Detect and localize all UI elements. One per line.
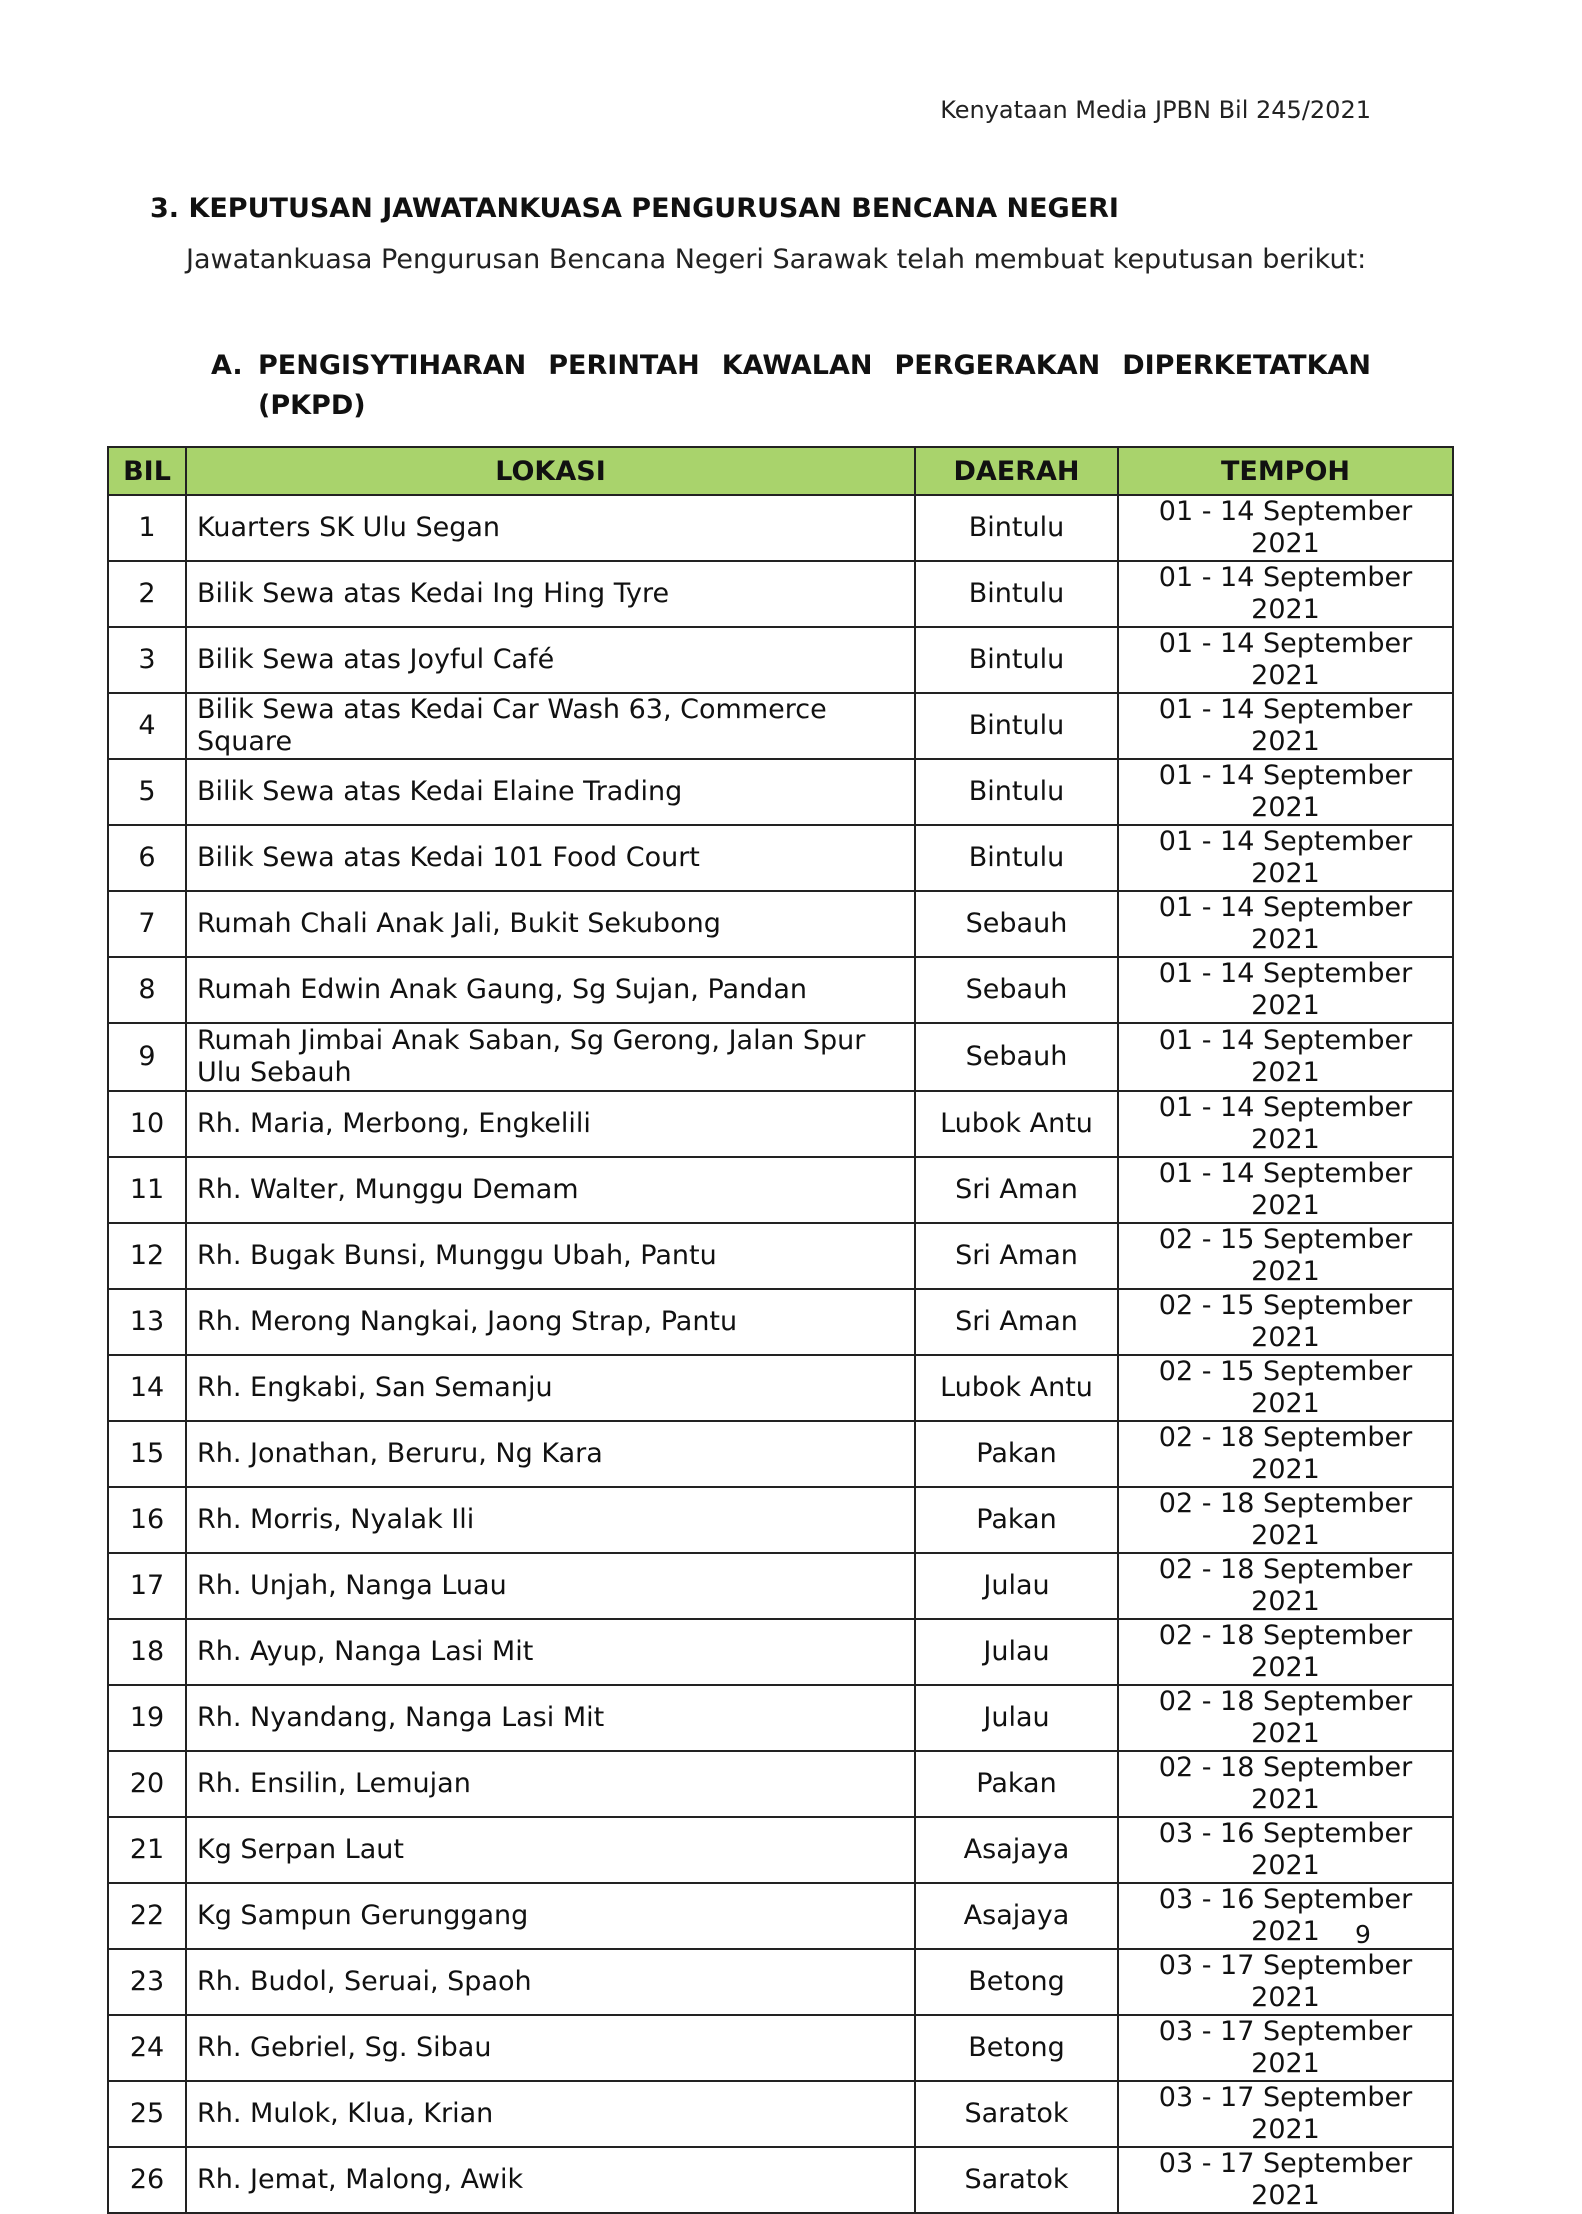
table-body <box>108 495 1453 2213</box>
cell-bil: 6 <box>108 825 186 891</box>
table-row <box>108 2147 1453 2213</box>
cell-lokasi: Rh. Bugak Bunsi, Munggu Ubah, Pantu <box>186 1223 915 1289</box>
cell-daerah: Julau <box>915 1619 1118 1685</box>
cell-bil: 10 <box>108 1091 186 1157</box>
cell-daerah: Julau <box>915 1685 1118 1751</box>
cell-tempoh: 03 - 17 September 2021 <box>1118 2147 1453 2213</box>
cell-daerah: Bintulu <box>915 561 1118 627</box>
cell-lokasi: Bilik Sewa atas Kedai 101 Food Court <box>186 825 915 891</box>
cell-bil: 14 <box>108 1355 186 1421</box>
cell-bil: 16 <box>108 1487 186 1553</box>
cell-bil: 2 <box>108 561 186 627</box>
table-row <box>108 1883 1453 1949</box>
table-row <box>108 627 1453 693</box>
cell-lokasi: Rh. Unjah, Nanga Luau <box>186 1553 915 1619</box>
cell-lokasi: Rh. Nyandang, Nanga Lasi Mit <box>186 1685 915 1751</box>
table-row <box>108 2015 1453 2081</box>
cell-daerah: Bintulu <box>915 825 1118 891</box>
cell-daerah: Saratok <box>915 2081 1118 2147</box>
cell-daerah: Sri Aman <box>915 1157 1118 1223</box>
subsection-heading <box>211 346 1371 426</box>
cell-tempoh: 01 - 14 September 2021 <box>1118 693 1453 759</box>
cell-bil: 8 <box>108 957 186 1023</box>
column-header-lokasi: LOKASI <box>186 447 915 495</box>
cell-daerah: Betong <box>915 1949 1118 2015</box>
cell-daerah: Lubok Antu <box>915 1091 1118 1157</box>
table-row <box>108 1949 1453 2015</box>
cell-tempoh: 02 - 15 September 2021 <box>1118 1223 1453 1289</box>
table-row <box>108 1751 1453 1817</box>
cell-bil: 25 <box>108 2081 186 2147</box>
cell-tempoh: 02 - 15 September 2021 <box>1118 1289 1453 1355</box>
cell-bil: 1 <box>108 495 186 561</box>
cell-bil: 24 <box>108 2015 186 2081</box>
table-row <box>108 759 1453 825</box>
cell-bil: 17 <box>108 1553 186 1619</box>
table-row <box>108 693 1453 759</box>
table-row <box>108 891 1453 957</box>
cell-lokasi: Rh. Budol, Seruai, Spaoh <box>186 1949 915 2015</box>
table-row <box>108 1023 1453 1091</box>
cell-daerah: Sri Aman <box>915 1223 1118 1289</box>
subsection-title <box>258 346 1371 426</box>
cell-lokasi: Bilik Sewa atas Joyful Café <box>186 627 915 693</box>
cell-lokasi: Rumah Jimbai Anak Saban, Sg Gerong, Jalan Spur Ulu Sebauh <box>186 1023 915 1091</box>
table-row <box>108 1157 1453 1223</box>
column-header-bil: BIL <box>108 447 186 495</box>
page-number: 9 <box>1355 1920 1371 1949</box>
cell-tempoh: 01 - 14 September 2021 <box>1118 1023 1453 1091</box>
cell-tempoh: 01 - 14 September 2021 <box>1118 495 1453 561</box>
cell-tempoh: 02 - 18 September 2021 <box>1118 1751 1453 1817</box>
column-header-tempoh: TEMPOH <box>1118 447 1453 495</box>
section-intro: Jawatankuasa Pengurusan Bencana Negeri Sarawak telah membuat keputusan berikut: <box>186 244 1367 275</box>
cell-bil: 18 <box>108 1619 186 1685</box>
table-row <box>108 2081 1453 2147</box>
cell-tempoh: 02 - 15 September 2021 <box>1118 1355 1453 1421</box>
table-row <box>108 1091 1453 1157</box>
cell-tempoh: 03 - 16 September 2021 <box>1118 1883 1453 1949</box>
section-heading: 3. KEPUTUSAN JAWATANKUASA PENGURUSAN BENCANA NEGERI <box>150 193 1119 224</box>
cell-tempoh: 03 - 17 September 2021 <box>1118 2015 1453 2081</box>
table-row <box>108 1355 1453 1421</box>
cell-daerah: Sebauh <box>915 1023 1118 1091</box>
cell-daerah: Pakan <box>915 1487 1118 1553</box>
cell-tempoh: 02 - 18 September 2021 <box>1118 1619 1453 1685</box>
table-row <box>108 1421 1453 1487</box>
table-row <box>108 1289 1453 1355</box>
table-header-row <box>108 447 1453 495</box>
cell-bil: 9 <box>108 1023 186 1091</box>
cell-lokasi: Kg Sampun Gerunggang <box>186 1883 915 1949</box>
cell-lokasi: Bilik Sewa atas Kedai Elaine Trading <box>186 759 915 825</box>
cell-daerah: Sebauh <box>915 891 1118 957</box>
cell-tempoh: 01 - 14 September 2021 <box>1118 891 1453 957</box>
cell-lokasi: Bilik Sewa atas Kedai Car Wash 63, Commerce Square <box>186 693 915 759</box>
cell-lokasi: Kuarters SK Ulu Segan <box>186 495 915 561</box>
column-header-daerah: DAERAH <box>915 447 1118 495</box>
cell-tempoh: 03 - 16 September 2021 <box>1118 1817 1453 1883</box>
cell-lokasi: Rh. Walter, Munggu Demam <box>186 1157 915 1223</box>
cell-lokasi: Kg Serpan Laut <box>186 1817 915 1883</box>
cell-daerah: Pakan <box>915 1751 1118 1817</box>
cell-tempoh: 02 - 18 September 2021 <box>1118 1487 1453 1553</box>
table-row <box>108 1685 1453 1751</box>
table-row <box>108 1553 1453 1619</box>
cell-daerah: Sri Aman <box>915 1289 1118 1355</box>
cell-bil: 7 <box>108 891 186 957</box>
cell-bil: 13 <box>108 1289 186 1355</box>
cell-tempoh: 01 - 14 September 2021 <box>1118 957 1453 1023</box>
cell-lokasi: Rh. Ensilin, Lemujan <box>186 1751 915 1817</box>
cell-daerah: Bintulu <box>915 759 1118 825</box>
table-row <box>108 1223 1453 1289</box>
cell-tempoh: 01 - 14 September 2021 <box>1118 1157 1453 1223</box>
cell-lokasi: Rh. Maria, Merbong, Engkelili <box>186 1091 915 1157</box>
cell-bil: 26 <box>108 2147 186 2213</box>
cell-tempoh: 03 - 17 September 2021 <box>1118 2081 1453 2147</box>
cell-bil: 4 <box>108 693 186 759</box>
subsection-title-line2: (PKPD) <box>258 390 366 421</box>
cell-lokasi: Rh. Jonathan, Beruru, Ng Kara <box>186 1421 915 1487</box>
pkpd-table <box>107 446 1454 2214</box>
cell-lokasi: Rh. Ayup, Nanga Lasi Mit <box>186 1619 915 1685</box>
cell-tempoh: 01 - 14 September 2021 <box>1118 1091 1453 1157</box>
cell-bil: 12 <box>108 1223 186 1289</box>
document-reference: Kenyataan Media JPBN Bil 245/2021 <box>940 96 1371 124</box>
cell-daerah: Asajaya <box>915 1817 1118 1883</box>
cell-tempoh: 01 - 14 September 2021 <box>1118 561 1453 627</box>
table-row <box>108 957 1453 1023</box>
cell-lokasi: Rumah Chali Anak Jali, Bukit Sekubong <box>186 891 915 957</box>
cell-bil: 5 <box>108 759 186 825</box>
cell-tempoh: 02 - 18 September 2021 <box>1118 1685 1453 1751</box>
table-row <box>108 495 1453 561</box>
cell-lokasi: Bilik Sewa atas Kedai Ing Hing Tyre <box>186 561 915 627</box>
cell-daerah: Bintulu <box>915 495 1118 561</box>
cell-tempoh: 03 - 17 September 2021 <box>1118 1949 1453 2015</box>
cell-lokasi: Rh. Engkabi, San Semanju <box>186 1355 915 1421</box>
subsection-title-line1: PENGISYTIHARAN PERINTAH KAWALAN PERGERAKAN DIPERKETATKAN <box>258 350 1371 381</box>
table-row <box>108 1619 1453 1685</box>
cell-daerah: Bintulu <box>915 627 1118 693</box>
cell-bil: 21 <box>108 1817 186 1883</box>
cell-daerah: Julau <box>915 1553 1118 1619</box>
table-row <box>108 561 1453 627</box>
cell-tempoh: 02 - 18 September 2021 <box>1118 1553 1453 1619</box>
cell-daerah: Lubok Antu <box>915 1355 1118 1421</box>
cell-bil: 3 <box>108 627 186 693</box>
cell-lokasi: Rh. Merong Nangkai, Jaong Strap, Pantu <box>186 1289 915 1355</box>
cell-bil: 19 <box>108 1685 186 1751</box>
cell-daerah: Asajaya <box>915 1883 1118 1949</box>
cell-bil: 11 <box>108 1157 186 1223</box>
cell-tempoh: 01 - 14 September 2021 <box>1118 627 1453 693</box>
cell-bil: 23 <box>108 1949 186 2015</box>
subsection-letter: A. <box>211 350 243 381</box>
cell-daerah: Sebauh <box>915 957 1118 1023</box>
table-row <box>108 1817 1453 1883</box>
cell-tempoh: 01 - 14 September 2021 <box>1118 759 1453 825</box>
cell-lokasi: Rh. Gebriel, Sg. Sibau <box>186 2015 915 2081</box>
cell-tempoh: 02 - 18 September 2021 <box>1118 1421 1453 1487</box>
cell-tempoh: 01 - 14 September 2021 <box>1118 825 1453 891</box>
table-row <box>108 1487 1453 1553</box>
cell-daerah: Saratok <box>915 2147 1118 2213</box>
cell-bil: 20 <box>108 1751 186 1817</box>
cell-lokasi: Rumah Edwin Anak Gaung, Sg Sujan, Pandan <box>186 957 915 1023</box>
cell-lokasi: Rh. Jemat, Malong, Awik <box>186 2147 915 2213</box>
cell-bil: 15 <box>108 1421 186 1487</box>
cell-lokasi: Rh. Morris, Nyalak Ili <box>186 1487 915 1553</box>
cell-daerah: Betong <box>915 2015 1118 2081</box>
cell-bil: 22 <box>108 1883 186 1949</box>
table-row <box>108 825 1453 891</box>
cell-daerah: Pakan <box>915 1421 1118 1487</box>
cell-daerah: Bintulu <box>915 693 1118 759</box>
cell-lokasi: Rh. Mulok, Klua, Krian <box>186 2081 915 2147</box>
